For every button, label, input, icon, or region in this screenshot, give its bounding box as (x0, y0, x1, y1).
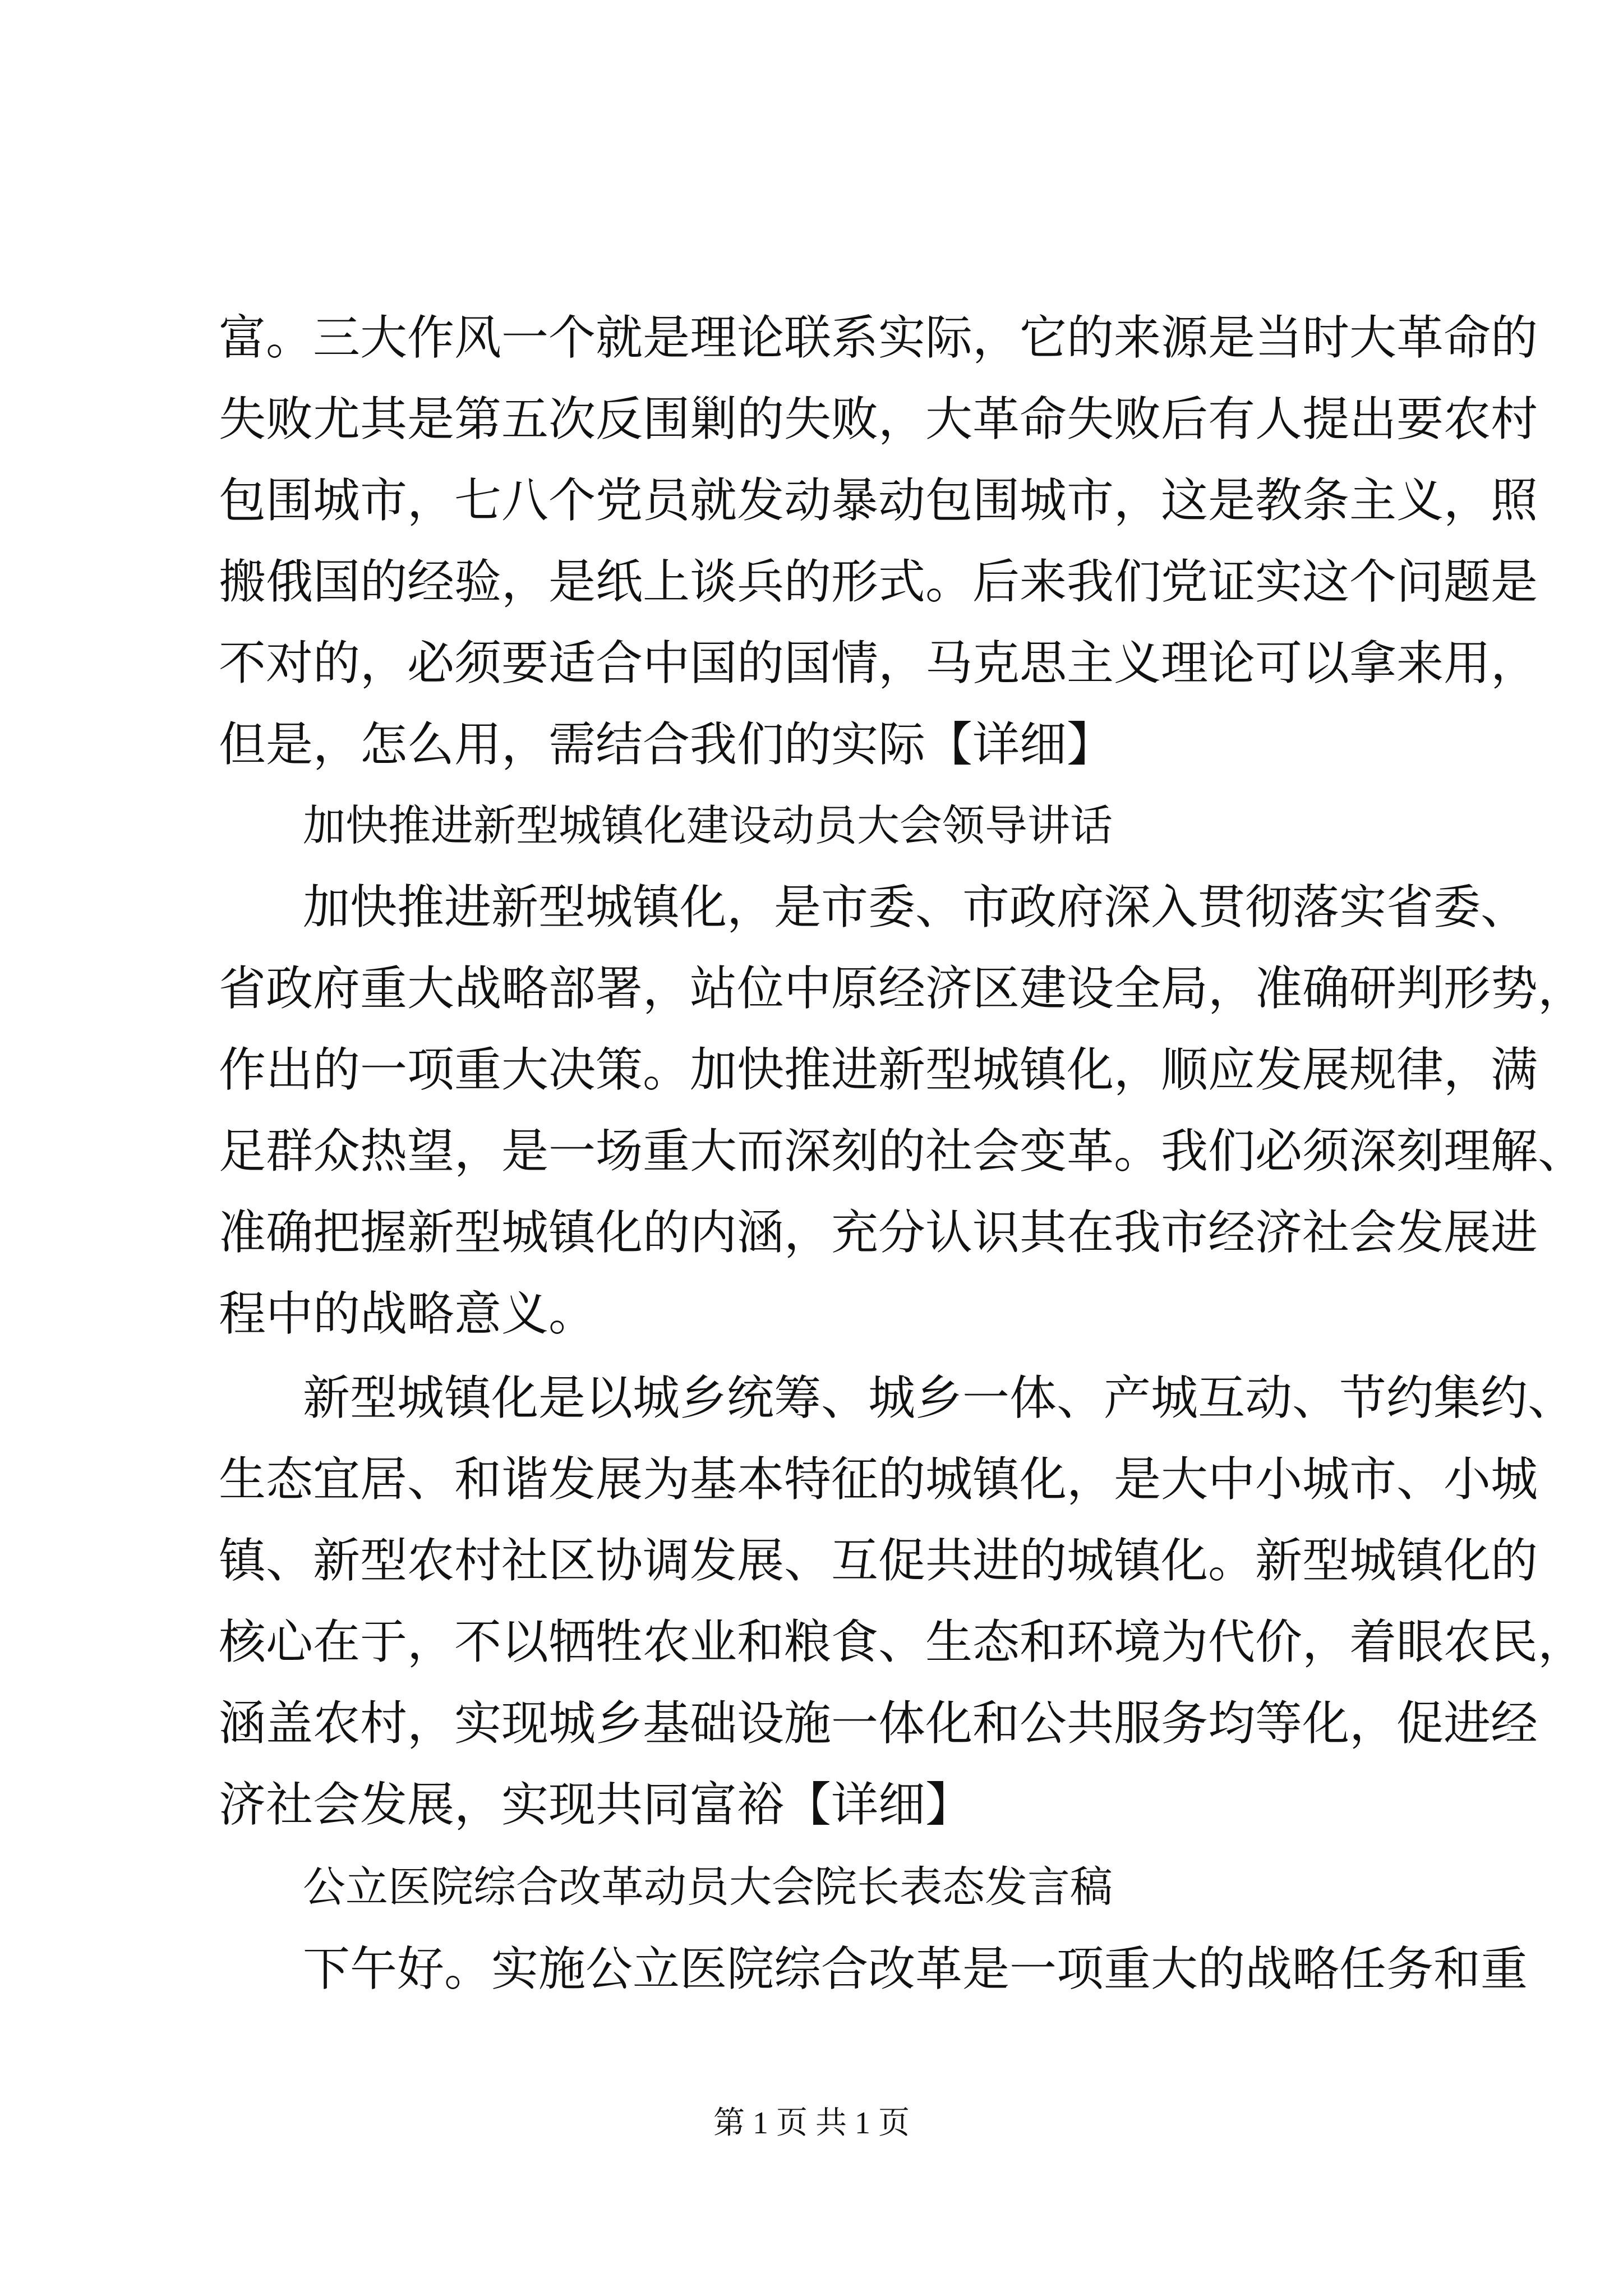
paragraph-line: 程中的战略意义。 (219, 1286, 596, 1341)
paragraph-line: 涵盖农村，实现城乡基础设施一体化和公共服务均等化，促进经 (219, 1696, 1538, 1751)
paragraph-line: 加快推进新型城镇化，是市委、市政府深入贯彻落实省委、 (303, 880, 1528, 935)
paragraph-line: 作出的一项重大决策。加快推进新型城镇化，顺应发展规律，满 (219, 1042, 1538, 1097)
paragraph-line: 省政府重大战略部署，站位中原经济区建设全局，准确研判形势， (219, 961, 1585, 1016)
paragraph-line: 准确把握新型城镇化的内涵，充分认识其在我市经济社会发展进 (219, 1205, 1538, 1260)
paragraph-line: 包围城市，七八个党员就发动暴动包围城市，这是教条主义，照 (219, 473, 1538, 528)
page-number-footer: 第 1 页 共 1 页 (713, 2106, 910, 2141)
paragraph-line: 下午好。实施公立医院综合改革是一项重大的战略任务和重 (303, 1941, 1528, 1996)
paragraph-line: 富。三大作风一个就是理论联系实际，它的来源是当时大革命的 (219, 310, 1538, 365)
paragraph-line: 失败尤其是第五次反围剿的失败，大革命失败后有人提出要农村 (219, 392, 1538, 447)
article-title: 加快推进新型城镇化建设动员大会领导讲话 (303, 800, 1113, 850)
paragraph-line: 新型城镇化是以城乡统筹、城乡一体、产城互动、节约集约、 (303, 1370, 1575, 1425)
paragraph-line: 足群众热望，是一场重大而深刻的社会变革。我们必须深刻理解、 (219, 1124, 1585, 1179)
article-title: 公立医院综合改革动员大会院长表态发言稿 (303, 1862, 1113, 1912)
paragraph-line: 生态宜居、和谐发展为基本特征的城镇化，是大中小城市、小城 (219, 1452, 1538, 1507)
paragraph-line: 核心在于，不以牺牲农业和粮食、生态和环境为代价，着眼农民， (219, 1614, 1585, 1669)
paragraph-line: 镇、新型农村社区协调发展、互促共进的城镇化。新型城镇化的 (219, 1533, 1538, 1588)
paragraph-line: 济社会发展，实现共同富裕【详细】 (219, 1777, 973, 1832)
paragraph-line: 搬俄国的经验，是纸上谈兵的形式。后来我们党证实这个问题是 (219, 554, 1538, 609)
paragraph-line: 但是，怎么用，需结合我们的实际【详细】 (219, 717, 1114, 772)
paragraph-line: 不对的，必须要适合中国的国情，马克思主义理论可以拿来用， (219, 636, 1538, 691)
